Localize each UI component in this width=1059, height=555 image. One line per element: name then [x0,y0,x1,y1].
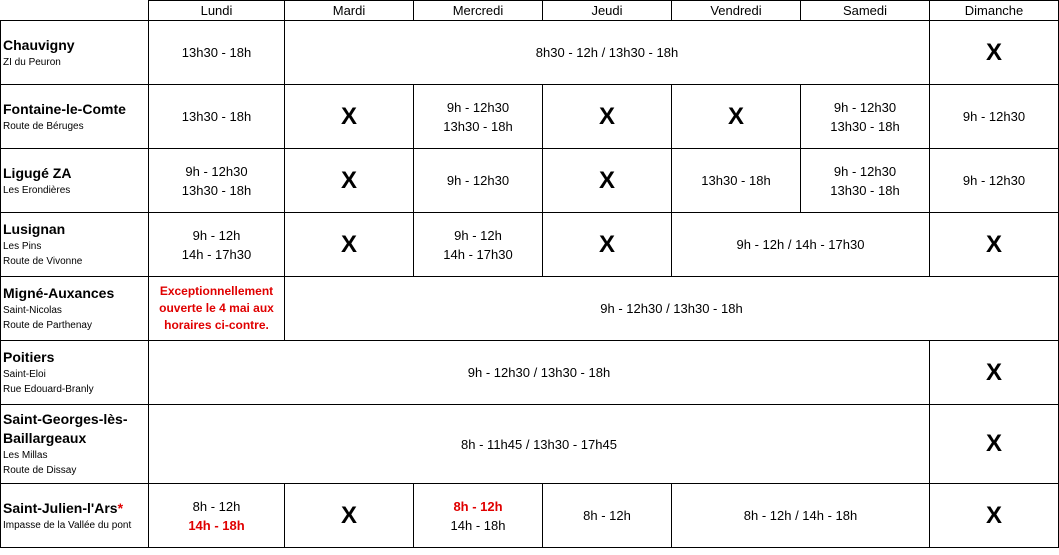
day-header-jeudi: Jeudi [543,1,672,21]
closed-mardi [285,149,414,213]
day-header-mercredi: Mercredi [414,1,543,21]
hours-vendredi: 13h30 - 18h [672,149,801,213]
hours-afternoon: 14h - 18h [450,517,506,533]
site-cell [1,149,149,213]
site-name-continued: Baillargeaux [3,430,87,446]
day-header-samedi: Samedi [801,1,930,21]
site-cell [1,341,149,405]
site-address: Saint-Nicolas [3,305,62,316]
hours-lundi: 13h30 - 18h [149,21,285,85]
hours-morning: 9h - 12h30 [446,99,510,115]
site-address-street: Rue Edouard-Branly [3,384,94,395]
site-cell [1,277,149,341]
closed-mark: X [340,501,357,529]
corner-cell [1,1,149,21]
closed-mark: X [985,501,1002,529]
hours-afternoon: 13h30 - 18h [830,118,900,134]
hours-samedi [801,85,930,149]
site-row-saint-georges [1,405,1059,484]
hours-lundi-samedi: 9h - 12h30 / 13h30 - 18h [149,341,930,405]
site-address-street: Route de Vivonne [3,256,83,267]
site-cell [1,484,149,548]
closed-mardi [285,484,414,548]
hours-afternoon: 13h30 - 18h [830,182,900,198]
hours-mardi-dimanche: 9h - 12h30 / 13h30 - 18h [285,277,1059,341]
site-name: Ligugé ZA [3,164,72,181]
hours-morning: 9h - 12h [192,227,241,243]
notice-lundi [149,277,285,341]
site-row-liguge [1,149,1059,213]
hours-morning: 9h - 12h30 [833,163,897,179]
hours-morning-highlight: 8h - 12h [453,498,503,514]
site-address: ZI du Peuron [3,56,61,68]
site-name: Fontaine-le-Comte [3,100,126,117]
hours-mercredi [414,85,543,149]
site-address: Les Millas [3,450,48,461]
site-name: Lusignan [3,221,66,237]
closed-mardi [285,213,414,277]
hours-lundi: 13h30 - 18h [149,85,285,149]
hours-afternoon: 14h - 17h30 [443,246,513,262]
site-address-street: Route de Parthenay [3,320,92,331]
hours-morning: 8h - 12h [192,498,241,514]
closed-jeudi [543,149,672,213]
closed-mardi [285,85,414,149]
hours-mardi-samedi: 8h30 - 12h / 13h30 - 18h [285,21,930,85]
closed-mark: X [985,430,1002,457]
hours-vendredi-samedi: 8h - 12h / 14h - 18h [672,484,930,548]
closed-mark: X [598,230,615,258]
site-cell [1,21,149,85]
day-header-mardi: Mardi [285,1,414,21]
hours-morning: 9h - 12h [454,227,502,243]
header-row [1,1,1059,21]
hours-dimanche: 9h - 12h30 [930,149,1059,213]
hours-morning: 9h - 12h30 [185,163,248,179]
site-address: Les Erondières [3,184,71,196]
site-row-migne-auxances [1,277,1059,341]
notice-line: horaires ci-contre. [164,318,269,332]
closed-dimanche [930,341,1059,405]
day-header-lundi: Lundi [149,1,285,21]
closed-mark: X [340,166,357,194]
hours-afternoon: 13h30 - 18h [181,182,252,198]
site-row-fontaine-le-comte [1,85,1059,149]
closed-mark: X [598,166,615,194]
hours-mercredi [414,213,543,277]
site-name: Chauvigny [3,36,75,53]
hours-vendredi-samedi: 9h - 12h / 14h - 17h30 [672,213,930,277]
site-cell [1,213,149,277]
hours-afternoon: 13h30 - 18h [443,118,513,134]
site-row-lusignan [1,213,1059,277]
site-name: Poitiers [3,349,55,365]
site-row-saint-julien [1,484,1059,548]
hours-afternoon: 14h - 17h30 [181,246,252,262]
closed-jeudi [543,85,672,149]
site-name: Saint-Julien-l'Ars [3,499,118,516]
closed-mark: X [340,102,357,130]
hours-afternoon-highlight: 14h - 18h [188,517,245,533]
notice-line: Exceptionnellement [159,284,274,298]
hours-lundi [149,149,285,213]
closed-dimanche [930,213,1059,277]
site-cell [1,405,149,484]
hours-dimanche: 9h - 12h30 [930,85,1059,149]
hours-morning: 9h - 12h30 [833,99,897,115]
site-address-street: Route de Dissay [3,465,77,476]
closed-mark: X [727,102,744,130]
closed-dimanche [930,405,1059,484]
closed-mark: X [340,230,357,258]
footnote-star: * [117,499,124,516]
closed-mark: X [598,102,615,130]
site-address: Saint-Eloi [3,369,46,380]
site-address: Route de Béruges [3,120,84,132]
closed-vendredi [672,85,801,149]
closed-dimanche [930,21,1059,85]
site-name-wrap [3,499,146,518]
hours-mercredi: 9h - 12h30 [414,149,543,213]
closed-mark: X [985,230,1002,258]
day-header-dimanche: Dimanche [930,1,1059,21]
day-header-vendredi: Vendredi [672,1,801,21]
site-name: Migné-Auxances [3,285,115,301]
closed-mark: X [985,358,1002,386]
notice-line: ouverte le 4 mai aux [159,301,274,315]
closed-mark: X [985,38,1002,66]
site-address: Les Pins [3,241,42,252]
site-address: Impasse de la Vallée du pont [3,519,132,531]
closed-dimanche [930,484,1059,548]
hours-samedi [801,149,930,213]
site-cell [1,85,149,149]
hours-lundi-samedi: 8h - 11h45 / 13h30 - 17h45 [149,405,930,484]
site-row-chauvigny [1,21,1059,85]
site-name: Saint-Georges-lès- [3,411,128,427]
site-row-poitiers [1,341,1059,405]
closed-jeudi [543,213,672,277]
hours-lundi [149,213,285,277]
hours-mercredi [414,484,543,548]
hours-lundi [149,484,285,548]
hours-jeudi: 8h - 12h [543,484,672,548]
